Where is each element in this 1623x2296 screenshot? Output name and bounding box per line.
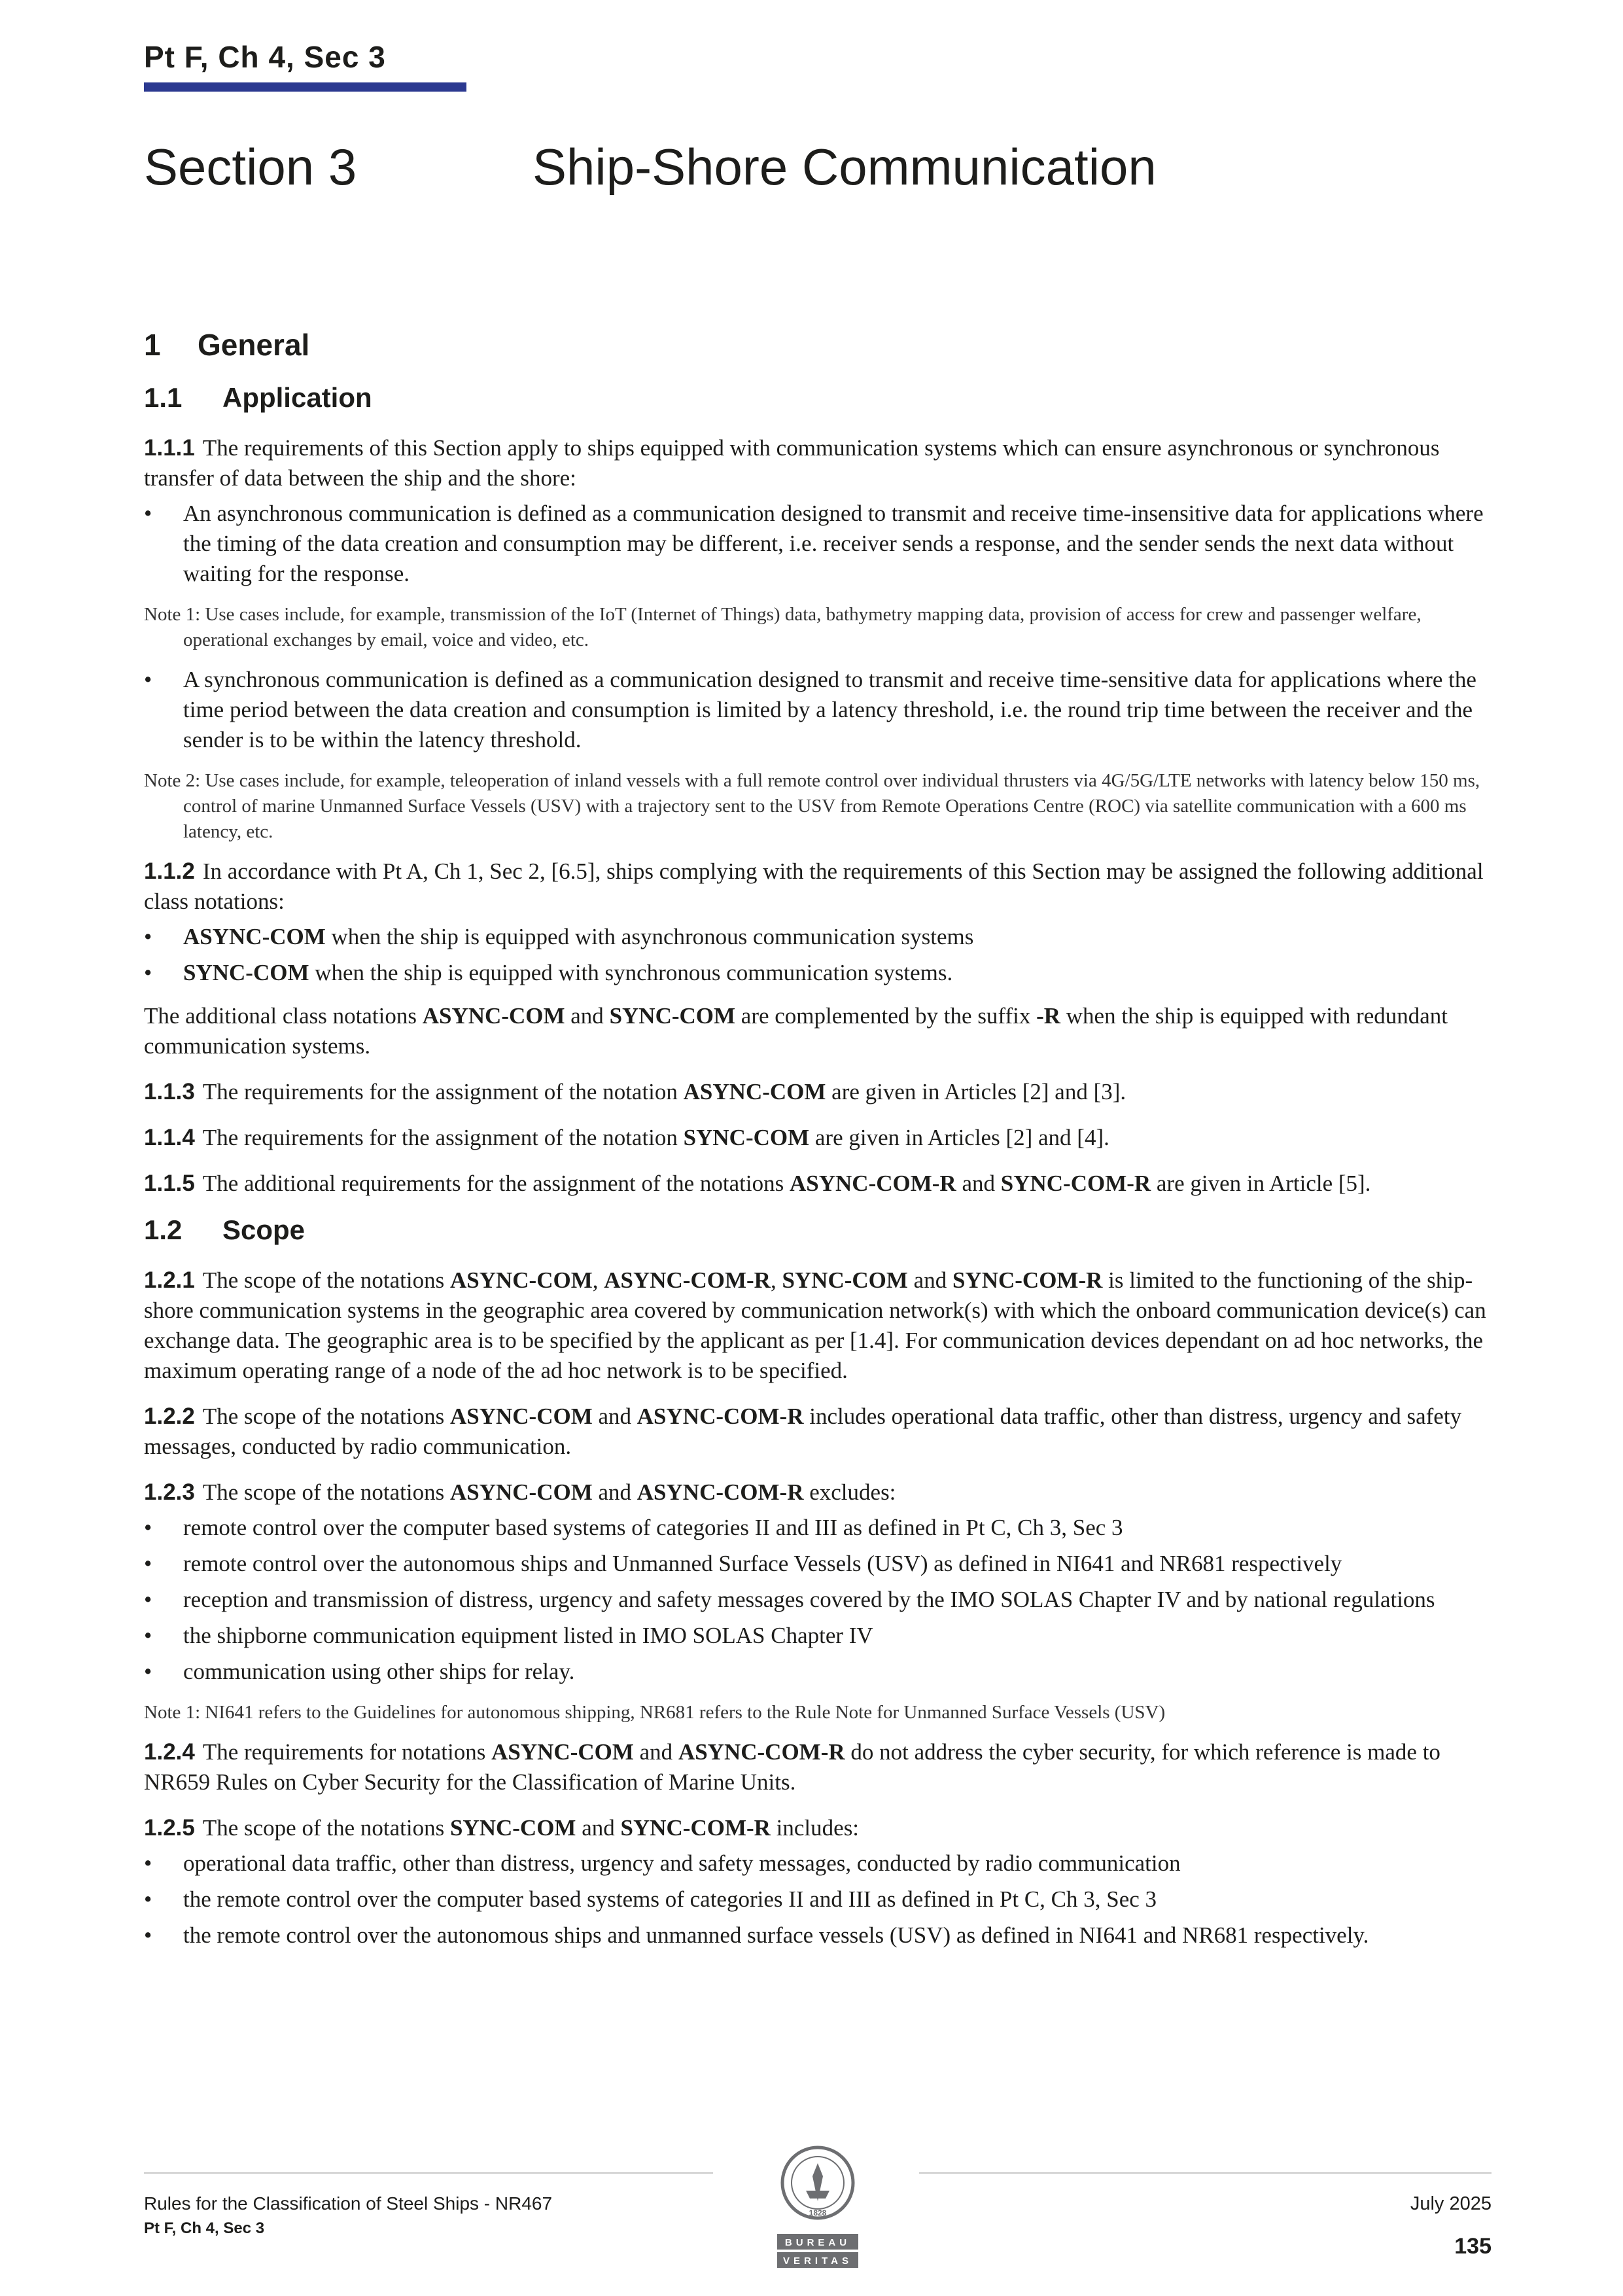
text: are given in Article [5]. [1151,1171,1371,1196]
notation: SYNC-COM [449,1815,576,1841]
bullet-icon: • [144,1922,152,1948]
page-body [144,327,1492,1964]
text: and [956,1171,1001,1196]
paragraph-1-2-5 [144,1813,1492,1843]
text: and [907,1267,952,1293]
paragraph-number: 1.1.4 [144,1125,195,1150]
section-title: Ship-Shore Communication [532,138,1157,196]
notation: SYNC-COM [782,1267,908,1293]
notation: SYNC-COM-R [952,1267,1103,1293]
notation: ASYNC-COM-R [637,1404,804,1429]
notation: ASYNC-COM-R [678,1739,845,1765]
bullet-icon: • [144,1551,152,1576]
bullet-icon: • [144,667,152,692]
logo-word-2: VERITAS [783,2255,852,2267]
text: are complemented by the suffix [735,1003,1037,1029]
heading-text: Application [222,382,372,413]
list-item-text: remote control over the computer based systems of categories II and III as defined in Pt C, Ch 3, Sec 3 [183,1515,1123,1540]
running-header: Pt F, Ch 4, Sec 3 [144,40,386,74]
bullet-icon: • [144,1850,152,1876]
notation: ASYNC-COM [183,924,326,949]
section-number: Section 3 [144,138,357,196]
paragraph-number: 1.2.5 [144,1815,195,1841]
text: , [770,1267,782,1293]
notation: SYNC-COM [609,1003,736,1029]
list-item [144,958,1492,988]
text: The requirements for the assignment of the notation [202,1079,684,1104]
text: are given in Articles [2] and [4]. [809,1125,1109,1150]
notation: SYNC-COM [183,960,309,985]
list-item-text: remote control over the autonomous ships and Unmanned Surface Vessels (USV) as defined in NI641 and NR681 respectively [183,1551,1342,1576]
footer-left [144,2193,552,2238]
bullet-list [144,1848,1492,1951]
notation: SYNC-COM-R [620,1815,771,1841]
bullet-list [144,665,1492,755]
notation: ASYNC-COM-R [637,1479,804,1505]
paragraph-number: 1.1.1 [144,435,195,461]
list-item [144,1657,1492,1687]
text: and [565,1003,610,1029]
notation: ASYNC-COM [683,1079,826,1104]
footer-reference: Pt F, Ch 4, Sec 3 [144,2219,265,2237]
text: includes operational data traffic, other than distress, urgency and safety messages, conducted by radio communication. [144,1404,1462,1459]
list-item [144,922,1492,952]
text: The additional class notations [144,1003,423,1029]
heading-text: General [198,328,310,362]
list-item [144,1621,1492,1651]
paragraph-number: 1.2.3 [144,1479,195,1505]
text: excludes: [803,1479,896,1505]
notation: ASYNC-COM [449,1404,593,1429]
notation: SYNC-COM-R [1000,1171,1151,1196]
note: Note 1: Use cases include, for example, transmission of the IoT (Internet of Things) data, bathymetry mapping data, provision of access for crew and passenger welfare, operational exchanges by email, voice and video, etc. [144,604,1422,650]
footer-title: Rules for the Classification of Steel Ships - NR467 [144,2193,553,2214]
text: The requirements for notations [202,1739,492,1765]
paragraph-number: 1.1.5 [144,1171,195,1196]
bullet-list [144,922,1492,988]
paragraph-number: 1.2.2 [144,1404,195,1429]
logo-year: 1828 [809,2208,827,2217]
list-item [144,1513,1492,1543]
header-accent-bar [144,82,466,92]
heading-scope [144,1214,1492,1246]
notation: ASYNC-COM-R [604,1267,771,1293]
list-item-text: when the ship is equipped with synchronous communication systems. [309,960,953,985]
notation: ASYNC-COM [449,1267,593,1293]
list-item-text: reception and transmission of distress, urgency and safety messages covered by the IMO SOLAS Chapter IV and by national regulations [183,1587,1435,1612]
paragraph-number: 1.2.4 [144,1739,195,1765]
bullet-icon: • [144,960,152,985]
text: are given in Articles [2] and [3]. [826,1079,1126,1104]
paragraph-notations [144,1001,1492,1061]
paragraph-1-1-2 [144,857,1492,917]
heading-text: Scope [222,1214,305,1245]
notation: ASYNC-COM [449,1479,593,1505]
paragraph-1-2-4 [144,1737,1492,1797]
list-item-text: the shipborne communication equipment listed in IMO SOLAS Chapter IV [183,1623,873,1648]
text: when the ship is equipped with redundant communication systems. [144,1003,1448,1059]
notation: -R [1036,1003,1061,1029]
bullet-icon: • [144,501,152,526]
text: includes: [770,1815,860,1841]
bullet-icon: • [144,1587,152,1612]
heading-number: 1.1 [144,382,183,413]
paragraph-number: 1.2.1 [144,1267,195,1293]
heading-number: 1 [144,328,161,362]
list-item-text: operational data traffic, other than distress, urgency and safety messages, conducted by radio communication [183,1850,1181,1876]
bullet-icon: • [144,1659,152,1684]
paragraph-text: The requirements of this Section apply to ships equipped with communication systems which can ensure asynchronous or synchronous transfer of data between the ship and the shore: [144,435,1440,491]
text: is limited to the functioning of the ship-shore communication systems in the geographic area covered by communication network(s) with which the onboard communication device(s) can exchange data. The geographic area is to be specified by the applicant as per [1.4]. For communication devices dependant on ad hoc networks, the maximum operating range of a node of the ad hoc network is to be specified. [144,1267,1486,1383]
list-item [144,1884,1492,1915]
text: The scope of the notations [202,1404,450,1429]
list-item [144,1920,1492,1951]
text: and [592,1404,637,1429]
paragraph-1-1-4 [144,1123,1492,1153]
list-item-text: when the ship is equipped with asynchronous communication systems [325,924,974,949]
bullet-icon: • [144,1886,152,1912]
footer-divider-left [144,2172,713,2174]
paragraph-1-1-3 [144,1077,1492,1107]
list-item [144,1549,1492,1579]
section-heading [144,137,1492,209]
text: and [633,1739,678,1765]
text: and [592,1479,637,1505]
paragraph-1-2-3 [144,1477,1492,1508]
text: do not address the cyber security, for which reference is made to NR659 Rules on Cyber Security for the Classification of Marine Units. [144,1739,1440,1795]
list-item-text: An asynchronous communication is defined as a communication designed to transmit and receive time-insensitive data for applications where the timing of the data creation and consumption may be different, i.e. receiver sends a response, and the sender sends the next data without waiting for the response. [183,501,1484,586]
bureau-veritas-logo-icon [772,2145,864,2276]
page-number: 135 [1454,2234,1492,2259]
notation: ASYNC-COM [491,1739,634,1765]
bullet-icon: • [144,1623,152,1648]
text: The scope of the notations [202,1479,450,1505]
text: The additional requirements for the assignment of the notations [202,1171,790,1196]
list-item-text: communication using other ships for relay. [183,1659,575,1684]
list-item-text: A synchronous communication is defined as a communication designed to transmit and receive time-sensitive data for applications where the time period between the data creation and consumption is limited by a latency threshold, i.e. the round trip time between the receiver and the sender is to be within the latency threshold. [183,667,1476,752]
heading-application [144,382,1492,414]
list-item [144,1848,1492,1879]
text: The scope of the notations [202,1267,450,1293]
list-item-text: the remote control over the computer based systems of categories II and III as defined in Pt C, Ch 3, Sec 3 [183,1886,1157,1912]
logo-word-1: BUREAU [784,2237,851,2248]
list-item [144,499,1492,589]
list-item [144,665,1492,755]
paragraph-text: In accordance with Pt A, Ch 1, Sec 2, [6.5], ships complying with the requirements of this Section may be assigned the following additional class notations: [144,858,1484,914]
text: The requirements for the assignment of the notation [202,1125,684,1150]
list-item [144,1585,1492,1615]
notation: ASYNC-COM-R [790,1171,956,1196]
paragraph-1-1-1 [144,433,1492,493]
heading-number: 1.2 [144,1214,183,1245]
list-item-text: the remote control over the autonomous ships and unmanned surface vessels (USV) as defined in NI641 and NR681 respectively. [183,1922,1369,1948]
bullet-icon: • [144,1515,152,1540]
notation: SYNC-COM [683,1125,810,1150]
paragraph-number: 1.1.3 [144,1079,195,1104]
paragraph-1-2-1 [144,1265,1492,1386]
paragraph-1-1-5 [144,1169,1492,1199]
bullet-list [144,1513,1492,1687]
text: and [576,1815,621,1841]
paragraph-1-2-2 [144,1402,1492,1462]
footer-divider-right [919,2172,1492,2174]
notation: ASYNC-COM [422,1003,565,1029]
text: The scope of the notations [202,1815,450,1841]
paragraph-number: 1.1.2 [144,858,195,884]
bullet-icon: • [144,924,152,949]
heading-general [144,327,1492,362]
bullet-list [144,499,1492,589]
text: , [592,1267,604,1293]
note: Note 2: Use cases include, for example, teleoperation of inland vessels with a full remote control over individual thrusters via 4G/5G/LTE networks with latency below 150 ms, control of marine Unmanned Surface Vessels (USV) with a trajectory sent to the USV from Remote Operations Centre (ROC) via satellite communication with a 600 ms latency, etc. [144,770,1480,842]
note: Note 1: NI641 refers to the Guidelines for autonomous shipping, NR681 refers to the Rule Note for Unmanned Surface Vessels (USV) [144,1702,1166,1723]
footer-date: July 2025 [1410,2193,1492,2214]
